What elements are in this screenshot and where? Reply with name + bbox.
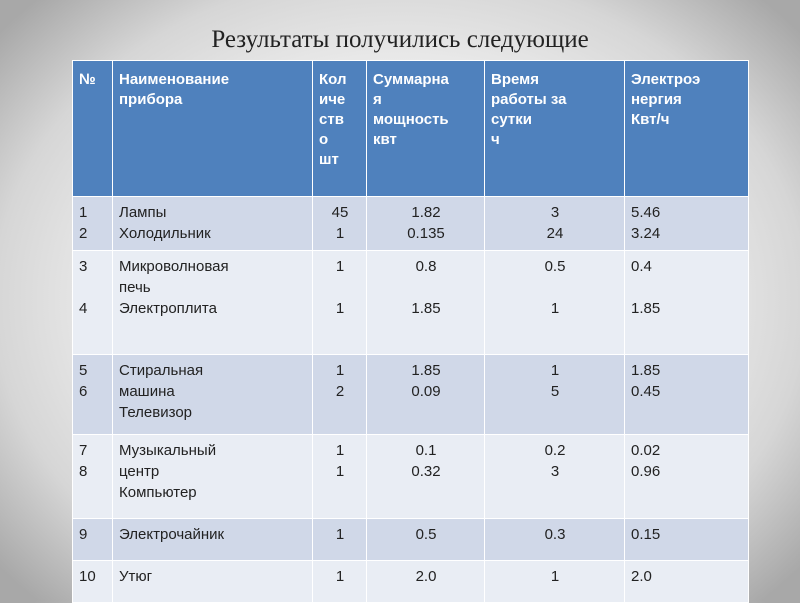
cell-text: 4 <box>79 300 88 317</box>
cell-text: 1 <box>335 362 345 379</box>
cell-appliance-name <box>113 251 313 355</box>
cell-text: Телевизор <box>119 404 193 421</box>
header-line: работы за <box>491 91 567 108</box>
header-line: шт <box>319 151 339 168</box>
cell-text: 0.135 <box>407 225 445 242</box>
cell-text: 1 <box>550 300 560 317</box>
cell-text: 8 <box>79 463 88 480</box>
cell-text: 1 <box>550 362 560 379</box>
cell-text: 1 <box>335 258 345 275</box>
blank-line <box>319 277 361 298</box>
cell-energy <box>625 519 749 561</box>
cell-text: 2.0 <box>415 568 437 585</box>
cell-text: 0.32 <box>411 463 441 480</box>
cell-text: 2 <box>79 225 88 242</box>
cell-text: 0.45 <box>631 383 661 400</box>
header-quantity <box>313 61 367 197</box>
cell-text: 1.82 <box>411 204 441 221</box>
cell-text: 45 <box>331 204 349 221</box>
table-row <box>73 519 749 561</box>
cell-text: машина <box>119 383 175 400</box>
header-appliance-name <box>113 61 313 197</box>
cell-work-time <box>485 561 625 603</box>
cell-work-time <box>485 197 625 251</box>
table-row <box>73 561 749 603</box>
header-line: мощность <box>373 111 449 128</box>
cell-text: 1 <box>335 225 345 242</box>
header-line: Кол <box>319 71 347 88</box>
cell-text: 5 <box>550 383 560 400</box>
cell-appliance-name <box>113 197 313 251</box>
cell-energy <box>625 197 749 251</box>
cell-quantity <box>313 561 367 603</box>
header-line: квт <box>373 131 397 148</box>
cell-text: Микроволновая <box>119 258 229 275</box>
cell-text: Утюг <box>119 568 153 585</box>
cell-text: 0.15 <box>631 526 661 543</box>
cell-energy <box>625 435 749 519</box>
cell-text: 0.96 <box>631 463 661 480</box>
cell-text: 9 <box>79 526 88 543</box>
cell-text: 1.85 <box>631 300 661 317</box>
cell-number <box>73 435 113 519</box>
header-energy <box>625 61 749 197</box>
cell-text: 24 <box>546 225 564 242</box>
blank-line <box>491 277 619 298</box>
cell-text: 3.24 <box>631 225 661 242</box>
header-line: Электроэ <box>631 71 701 88</box>
cell-text: 2 <box>335 383 345 400</box>
header-line: Наименование <box>119 71 230 88</box>
cell-text: 3 <box>550 204 560 221</box>
blank-line <box>373 277 479 298</box>
cell-text: 0.5 <box>544 258 566 275</box>
header-line: Суммарна <box>373 71 449 88</box>
cell-quantity <box>313 251 367 355</box>
cell-text: 6 <box>79 383 88 400</box>
cell-quantity <box>313 355 367 435</box>
cell-text: 1 <box>335 526 345 543</box>
header-work-time <box>485 61 625 197</box>
cell-text: 0.2 <box>544 442 566 459</box>
cell-text: Лампы <box>119 204 167 221</box>
table-row <box>73 251 749 355</box>
cell-text: 2.0 <box>631 568 652 585</box>
header-line: прибора <box>119 91 183 108</box>
cell-text: центр <box>119 463 160 480</box>
header-row <box>73 61 749 197</box>
cell-number <box>73 197 113 251</box>
cell-text: Холодильник <box>119 225 211 242</box>
cell-text: 3 <box>79 258 88 275</box>
results-table <box>72 60 749 603</box>
cell-quantity <box>313 197 367 251</box>
header-line: я <box>373 91 382 108</box>
cell-quantity <box>313 519 367 561</box>
cell-text: 1 <box>335 300 345 317</box>
slide-title: Результаты получились следующие <box>211 26 589 53</box>
header-line: № <box>79 71 96 88</box>
cell-text: 0.8 <box>415 258 437 275</box>
cell-text: 1.85 <box>411 362 441 379</box>
cell-number <box>73 355 113 435</box>
cell-work-time <box>485 355 625 435</box>
cell-number <box>73 519 113 561</box>
table-body <box>73 197 749 603</box>
cell-text: Стиральная <box>119 362 204 379</box>
cell-text: 5 <box>79 362 88 379</box>
cell-energy <box>625 355 749 435</box>
header-line: Время <box>491 71 539 88</box>
cell-text: 0.4 <box>631 258 652 275</box>
cell-number <box>73 251 113 355</box>
cell-total-power <box>367 519 485 561</box>
cell-text: печь <box>119 279 151 296</box>
header-line: ств <box>319 111 344 128</box>
cell-total-power <box>367 561 485 603</box>
blank-line <box>79 277 107 298</box>
cell-text: Электрочайник <box>119 526 225 543</box>
blank-line <box>631 277 743 298</box>
cell-text: 0.5 <box>415 526 437 543</box>
cell-text: 1.85 <box>411 300 441 317</box>
header-number <box>73 61 113 197</box>
cell-total-power <box>367 251 485 355</box>
header-line: нергия <box>631 91 682 108</box>
cell-text: 3 <box>550 463 560 480</box>
cell-total-power <box>367 355 485 435</box>
cell-text: 7 <box>79 442 88 459</box>
cell-text: 0.09 <box>411 383 441 400</box>
cell-work-time <box>485 251 625 355</box>
cell-appliance-name <box>113 561 313 603</box>
header-line: о <box>319 131 329 148</box>
header-line: ч <box>491 131 500 148</box>
header-line: Квт/ч <box>631 111 670 128</box>
cell-total-power <box>367 435 485 519</box>
header-line: сутки <box>491 111 532 128</box>
cell-appliance-name <box>113 519 313 561</box>
cell-text: 1 <box>79 204 88 221</box>
cell-text: 1 <box>550 568 560 585</box>
cell-text: 5.46 <box>631 204 661 221</box>
cell-number <box>73 561 113 603</box>
table-header <box>73 61 749 197</box>
cell-work-time <box>485 519 625 561</box>
table-row <box>73 435 749 519</box>
cell-appliance-name <box>113 355 313 435</box>
cell-text: 1 <box>335 568 345 585</box>
header-total-power <box>367 61 485 197</box>
cell-text: 0.3 <box>544 526 566 543</box>
cell-quantity <box>313 435 367 519</box>
cell-text: 10 <box>79 568 96 585</box>
cell-text: 1 <box>335 442 345 459</box>
cell-text: 1 <box>335 463 345 480</box>
cell-text: Электроплита <box>119 300 217 317</box>
table-row <box>73 197 749 251</box>
cell-text: Музыкальный <box>119 442 217 459</box>
cell-total-power <box>367 197 485 251</box>
cell-energy <box>625 561 749 603</box>
cell-energy <box>625 251 749 355</box>
header-line: иче <box>319 91 346 108</box>
cell-text: 1.85 <box>631 362 661 379</box>
cell-text: 0.02 <box>631 442 661 459</box>
cell-text: 0.1 <box>415 442 437 459</box>
cell-text: Компьютер <box>119 484 197 501</box>
cell-work-time <box>485 435 625 519</box>
table-row <box>73 355 749 435</box>
cell-appliance-name <box>113 435 313 519</box>
